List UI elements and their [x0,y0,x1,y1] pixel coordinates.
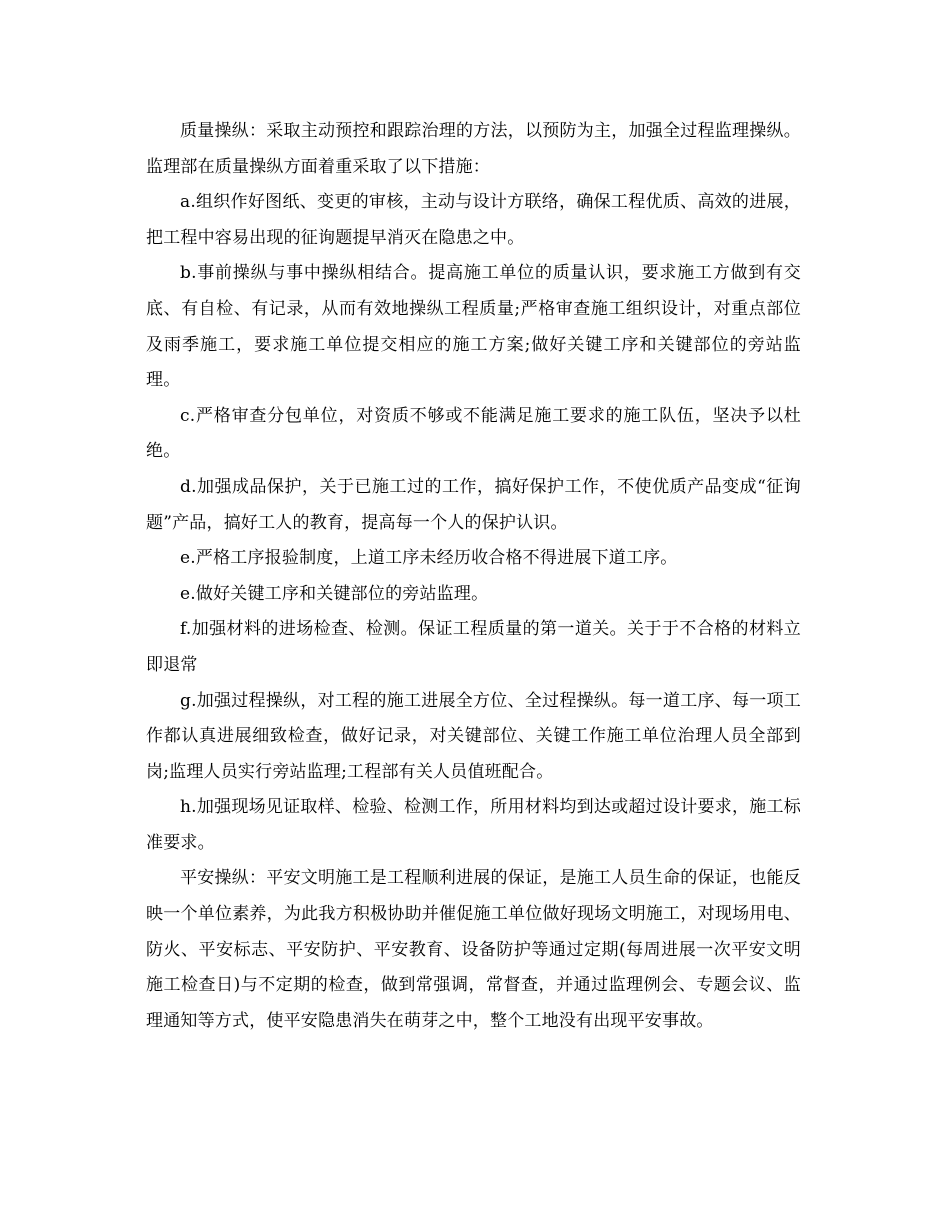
paragraph-quality-control: 质量操纵：采取主动预控和跟踪治理的方法，以预防为主，加强全过程监理操纵。监理部在质量操纵方面着重采取了以下措施： [146,121,801,177]
paragraph-item-h: h.加强现场见证取样、检验、检测工作，所用材料均到达或超过设计要求，施工标准要求。 [146,797,801,853]
paragraph-item-e2: e.做好关键工序和关键部位的旁站监理。 [180,583,489,604]
document-body [146,114,801,1039]
paragraph-item-g: g.加强过程操纵，对工程的施工进展全方位、全过程操纵。每一道工序、每一项工作都认真进展细致检查，做好记录，对关键部位、关键工作施工单位治理人员全部到岗;监理人员实行旁站监理;工程部有关人员值班配合。 [146,690,801,782]
paragraph-safety-control: 平安操纵：平安文明施工是工程顺利进展的保证，是施工人员生命的保证，也能反映一个单位素养，为此我方积极协助并催促施工单位做好现场文明施工，对现场用电、防火、平安标志、平安防护、平安教育、设备防护等通过定期(每周进展一次平安文明施工检查日)与不定期的检查，做到常强调，常督查，并通过监理例会、专题会议、监理通知等方式，使平安隐患消失在萌芽之中，整个工地没有出现平安事故。 [146,868,801,1031]
paragraph-item-a: a.组织作好图纸、变更的审核，主动与设计方联络，确保工程优质、高效的进展，把工程中容易出现的征询题提早消灭在隐患之中。 [146,192,801,248]
paragraph-item-c: c.严格审查分包单位，对资质不够或不能满足施工要求的施工队伍，坚决予以杜绝。 [146,405,801,462]
paragraph-item-f: f.加强材料的进场检查、检测。保证工程质量的第一道关。关于于不合格的材料立即退常 [146,619,801,675]
paragraph-item-e1: e.严格工序报验制度，上道工序未经历收合格不得进展下道工序。 [180,548,678,569]
paragraph-item-d: d.加强成品保护，关于已施工过的工作，搞好保护工作，不使优质产品变成“征询题”产品，搞好工人的教育，提高每一个人的保护认识。 [146,476,801,533]
paragraph-item-b: b.事前操纵与事中操纵相结合。提高施工单位的质量认识，要求施工方做到有交底、有自检、有记录，从而有效地操纵工程质量;严格审查施工组织设计，对重点部位及雨季施工，要求施工单位提交相应的施工方案;做好关键工序和关键部位的旁站监理。 [146,263,801,391]
